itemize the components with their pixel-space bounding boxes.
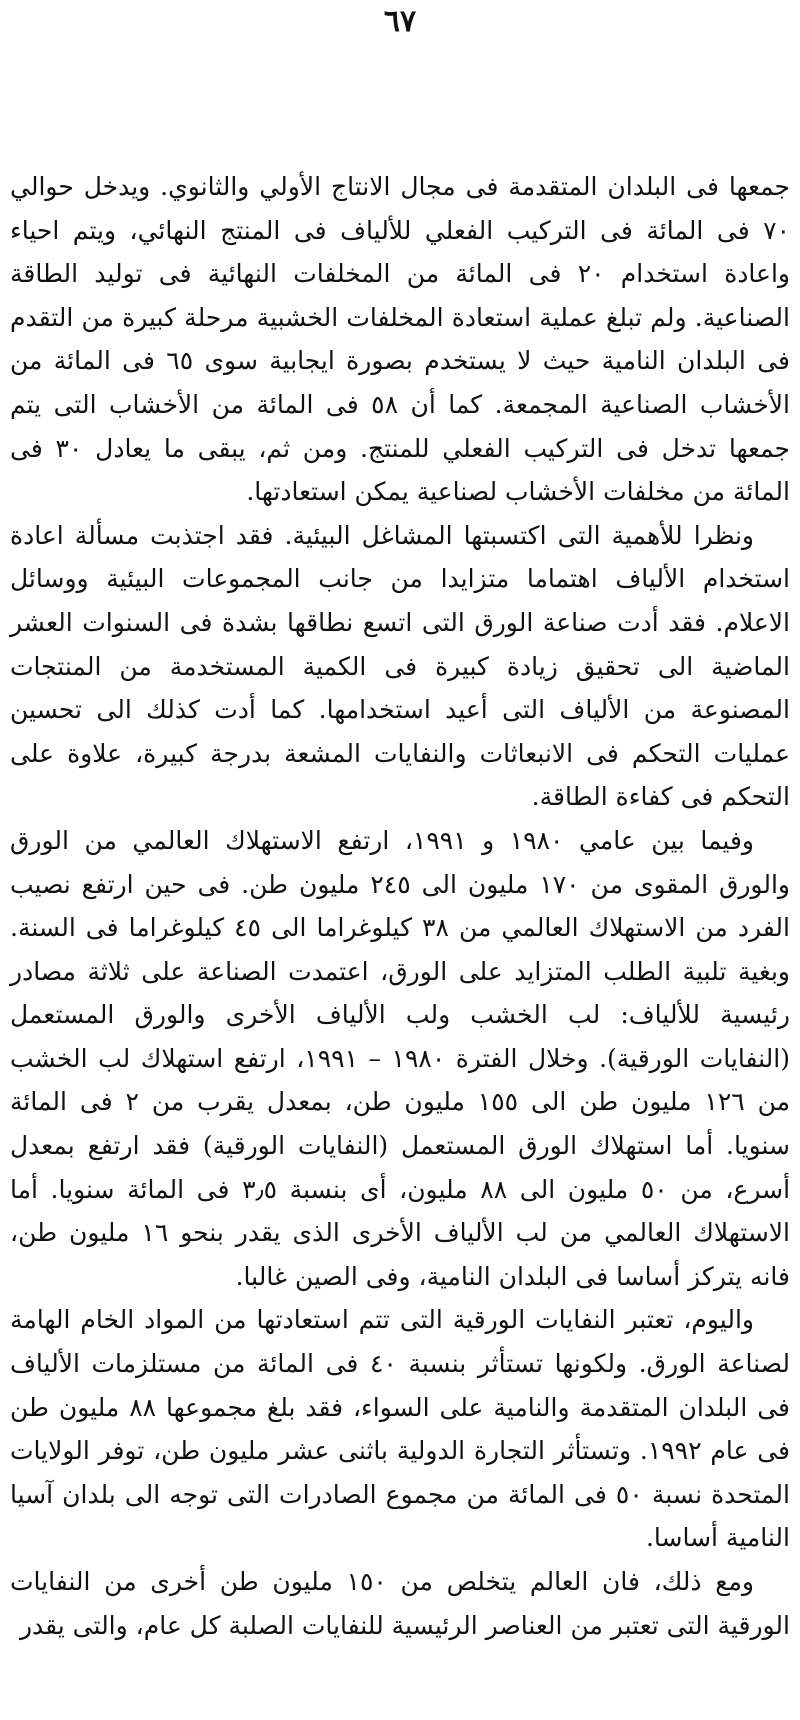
paragraph-5: ومع ذلك، فان العالم يتخلص من ١٥٠ مليون طن أخرى من النفايات الورقية التى تعتبر من العناصر الرئيسية للنفايات الصلبة كل عام، والتى يقدر [10,1567,790,1640]
paragraph-1: جمعها فى البلدان المتقدمة فى مجال الانتاج الأولي والثانوي. ويدخل حوالي ٧٠ فى المائة فى التركيب الفعلي للألياف فى المنتج النهائي، ويتم احياء واعادة استخدام ٢٠ فى المائة من المخلفات النهائية فى توليد الطاقة الصناعية. ولم تبلغ عملية استعادة المخلفات الخشبية مرحلة كبيرة من التقدم فى البلدان النامية حيث لا يستخدم بصورة ايجابية سوى ٦٥ فى المائة من الأخشاب الصناعية المجمعة. كما أن ٥٨ فى المائة من الأخشاب التى يتم جمعها تدخل فى التركيب الفعلي للمنتج. ومن ثم، يبقى ما يعادل ٣٠ فى المائة من مخلفات الأخشاب لصناعية يمكن استعادتها. [10,172,791,507]
page-number: ٦٧ [383,4,417,39]
body-text [10,165,790,1647]
paragraph-2: ونظرا للأهمية التى اكتسبتها المشاغل البيئية. فقد اجتذبت مسألة اعادة استخدام الألياف اهتماما متزايدا من جانب المجموعات البيئية ووسائل الاعلام. فقد أدت صناعة الورق التى اتسع نطاقها بشدة فى السنوات العشر الماضية الى تحقيق زيادة كبيرة فى الكمية المستخدمة من المنتجات المصنوعة من الألياف التى أعيد استخدامها. كما أدت كذلك الى تحسين عمليات التحكم فى الانبعاثات والنفايات المشعة بدرجة كبيرة، علاوة على التحكم فى كفاءة الطاقة. [10,520,790,812]
paragraph-3: وفيما بين عامي ١٩٨٠ و ١٩٩١، ارتفع الاستهلاك العالمي من الورق والورق المقوى من ١٧٠ مليون الى ٢٤٥ مليون طن. فى حين ارتفع نصيب الفرد من الاستهلاك العالمي من ٣٨ كيلوغراما الى ٤٥ كيلوغراما فى السنة. وبغية تلبية الطلب المتزايد على الورق، اعتمدت الصناعة على ثلاثة مصادر رئيسية للألياف: لب الخشب ولب الألياف الأخرى والورق المستعمل (النفايات الورقية). وخلال الفترة ١٩٨٠ – ١٩٩١، ارتفع استهلاك لب الخشب من ١٢٦ مليون طن الى ١٥٥ مليون طن، بمعدل يقرب من ٢ فى المائة سنويا. أما استهلاك الورق المستعمل (النفايات الورقية) فقد ارتفع بمعدل أسرع، من ٥٠ مليون الى ٨٨ مليون، أى بنسبة ٣٫٥ فى المائة سنويا. أما الاستهلاك العالمي من لب الألياف الأخرى الذى يقدر بنحو ١٦ مليون طن، فانه يتركز أساسا فى البلدان النامية، وفى الصين غالبا. [10,825,791,1291]
paragraph-4: واليوم، تعتبر النفايات الورقية التى تتم استعادتها من المواد الخام الهامة لصناعة الورق. ولكونها تستأثر بنسبة ٤٠ فى المائة من مستلزمات الألياف فى البلدان المتقدمة والنامية على السواء، فقد بلغ مجموعها ٨٨ مليون طن فى عام ١٩٩٢. وتستأثر التجارة الدولية باثنى عشر مليون طن، توفر الولايات المتحدة نسبة ٥٠ فى المائة من مجموع الصادرات التى توجه الى بلدان آسيا النامية أساسا. [10,1305,791,1553]
